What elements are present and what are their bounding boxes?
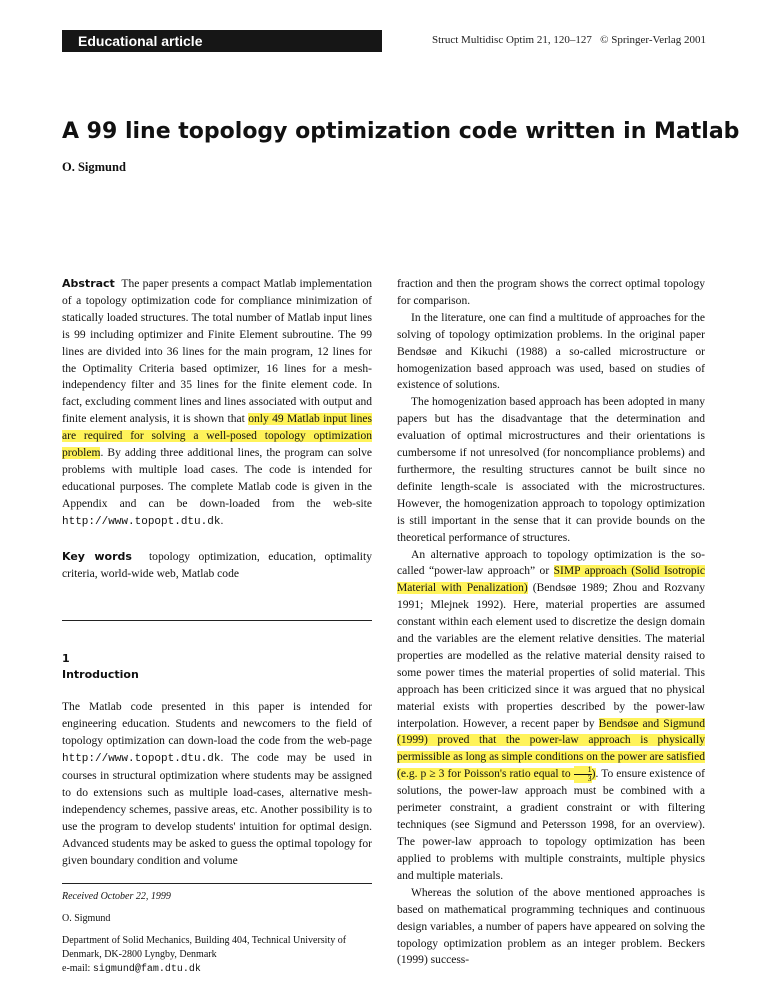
footnote-author: O. Sigmund	[62, 913, 111, 925]
journal-citation	[398, 34, 706, 46]
p3-text-a: An alternative approach to topology optimization is the so-called “power-law approach” or	[397, 548, 705, 578]
keywords	[62, 549, 372, 583]
keywords-text: topology optimization, education, optimality criteria, world-wide web, Matlab code	[62, 550, 372, 580]
keywords-label: Key words	[62, 549, 132, 563]
right-paragraph-1: In the literature, one can find a multitude of approaches for the solving of topology optimization problems. In the original paper Bendsøe and Kikuchi (1988) a so-called microstructure or homogenization based approach was used, based on studies of existence of solutions.	[397, 311, 705, 392]
right-paragraph-3	[397, 547, 705, 885]
intro-text-2: . The code may be used in courses in structural optimization where students may be assigned to do extensions such as multiple load-cases, alternative mesh-independency schemes, passive areas, etc. Another possibility is to use the program to develop students' intuition for optimal design. Advanced students may be asked to guess the optimal topology for given boundary condition and volume	[62, 752, 372, 867]
abstract-label: Abstract	[62, 277, 115, 290]
footnote-divider	[62, 883, 372, 884]
p3-text-c: . To ensure existence of solutions, the power-law approach must be combined with a perimeter constraint, a gradient constraint or with filtering techniques (see Sigmund and Petersson 1998, for an overview). The power-law approach to topology optimization has been applied to problems with multiple constraints, multiple physics and multiple materials.	[397, 768, 705, 882]
abstract-text-1: The paper presents a compact Matlab implementation of a topology optimization code for compliance minimization of statically loaded structures. The total number of Matlab input lines is 99 including optimizer and Finite Element subroutine. The 99 lines are divided into 36 lines for the main program, 12 lines for the Optimality Criteria based optimizer, 16 lines for a mesh-independency filter and 35 lines for the finite element code. In fact, excluding comment lines and lines associated with output and finite element analysis, it is shown that	[62, 278, 372, 426]
right-paragraph-0: fraction and then the program shows the correct optimal topology for comparison.	[397, 278, 705, 307]
p3-text-b: (Bendsøe 1989; Zhou and Rozvany 1991; Mlejnek 1992). Here, material properties are assumed constant within each element used to discretize the design domain and the variables are the element relative densities. The material properties are modelled as the relative material density raised to some power times the material properties of solid material. This approach has been criticized since it was argued that no physical material exists with properties described by the power-law interpolation. However, a recent paper by	[397, 582, 705, 730]
abstract-text-2: . By adding three additional lines, the program can solve problems with multiple load cases. The code is intended for educational purposes. The complete Matlab code is given in the Appendix and can be down-loaded from the web-site	[62, 447, 372, 510]
intro-text-1: The Matlab code presented in this paper is intended for engineering education. Students and newcomers to the field of topology optimization can down-load the code from the web-page	[62, 701, 372, 748]
fraction-numerator: 1	[574, 766, 592, 775]
left-column	[62, 276, 372, 977]
paper-title: A 99 line topology optimization code written in Matlab	[62, 119, 740, 144]
abstract-url-link[interactable]: http://www.topopt.dtu.dk	[62, 515, 221, 528]
affiliation	[62, 934, 372, 977]
abstract-highlight: only 49 Matlab input lines are required for solving a well-posed topology optimization problem	[62, 413, 372, 460]
simp-highlight: SIMP approach (Solid Isotropic Material with Penalization)	[397, 565, 706, 595]
one-third-fraction	[574, 766, 592, 783]
right-paragraph-4: Whereas the solution of the above mentioned approaches is based on mathematical programming techniques and continuous design variables, a number of papers have appeared on solving the topology optimization problem as an integer problem. Beckers (1999) success-	[397, 886, 705, 967]
section-number: 1	[62, 652, 70, 666]
email-label: e-mail:	[62, 963, 93, 975]
abstract	[62, 276, 372, 531]
section-1-heading	[62, 652, 372, 681]
abstract-end: .	[220, 514, 224, 527]
right-column	[397, 276, 705, 969]
right-paragraph-2: The homogenization based approach has been adopted in many papers but has the disadvantage that the determination and evaluation of optimal microstructures and their orientations is cumbersome if not unresolved (for noncompliance problems) and furthermore, the resulting structures cannot be built since no definite length-scale is associated with the microstructures. However, the homogenization approach to topology optimization is still important in the sense that it can provide bounds on the theoretical performance of structures.	[397, 396, 705, 544]
intro-paragraph	[62, 699, 372, 869]
intro-url-link[interactable]: http://www.topopt.dtu.dk	[62, 753, 221, 766]
section-divider	[62, 620, 372, 621]
copyright: © Springer-Verlag 2001	[600, 34, 706, 46]
fraction-denominator: 3	[587, 774, 592, 784]
section-title: Introduction	[62, 668, 139, 682]
received-date: Received October 22, 1999	[62, 891, 171, 903]
bendsoe-sigmund-highlight: Bendsøe and Sigmund (1999) proved that the power-law approach is physically permissible as long as simple conditions on the power are satisfied (e.g. p ≥ 3 for Poisson's ratio equal to	[397, 717, 705, 781]
journal-reference: Struct Multidisc Optim 21, 120–127	[432, 34, 592, 46]
author-name: O. Sigmund	[62, 160, 126, 174]
affiliation-text: Department of Solid Mechanics, Building 404, Technical University of Denmark, DK-2800 Lyngby, Denmark	[62, 935, 347, 961]
article-type-tag: Educational article	[62, 30, 382, 52]
highlight-close-paren: )	[591, 768, 596, 781]
email-link[interactable]: sigmund@fam.dtu.dk	[92, 964, 201, 976]
